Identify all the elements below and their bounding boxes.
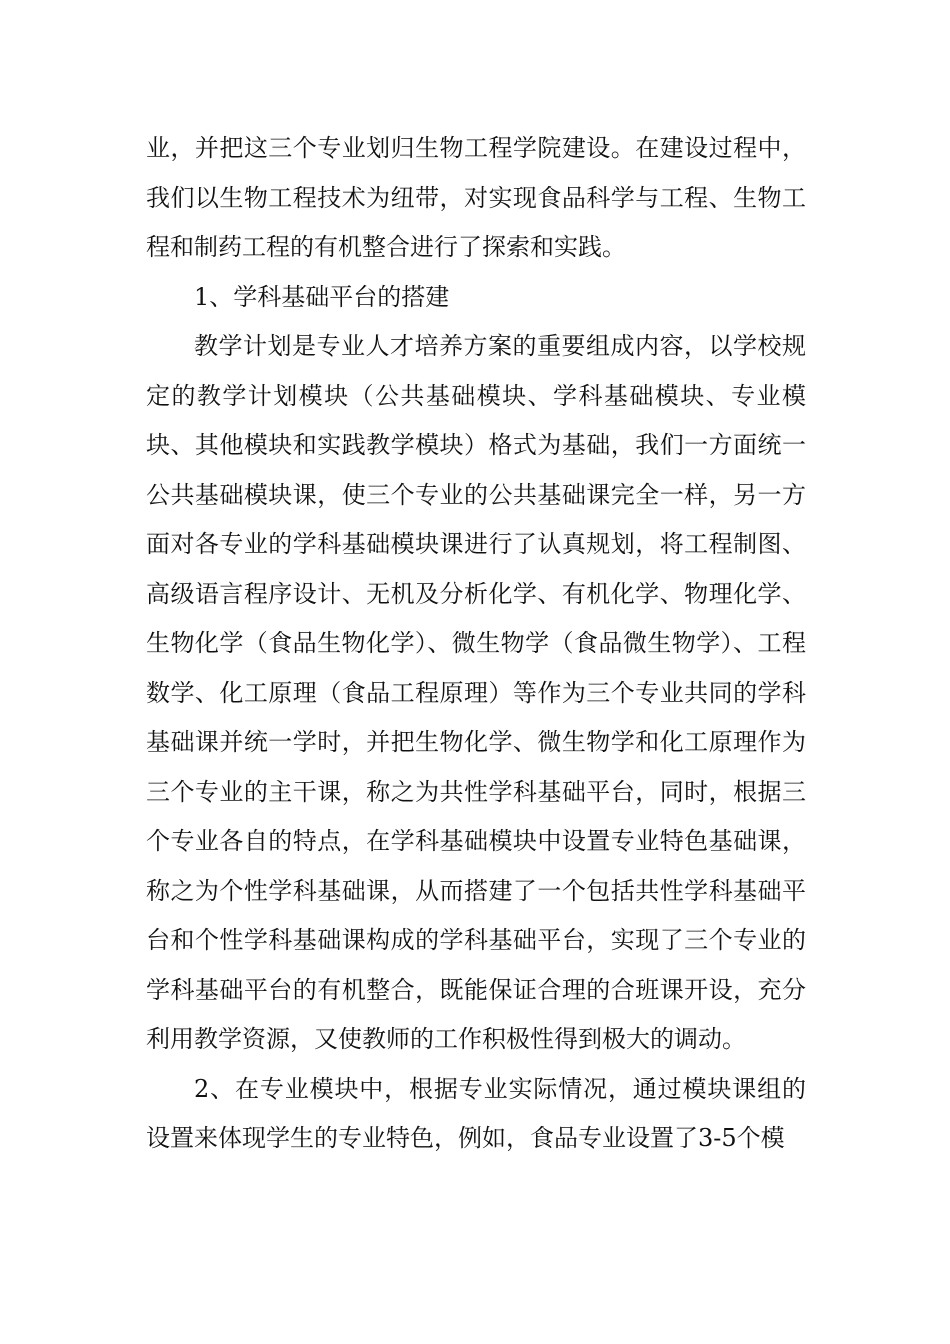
document-body: [146, 124, 806, 1164]
section-heading-2: 2、在专业模块中，根据专业实际情况，通过模块课组的设置来体现学生的专业特色，例如，食品专业设置了3-5个模: [146, 1074, 806, 1152]
section-heading-1: 1、学科基础平台的搭建: [194, 282, 450, 311]
paragraph-teaching-plan: 教学计划是专业人才培养方案的重要组成内容，以学校规定的教学计划模块（公共基础模块、学科基础模块、专业模块、其他模块和实践教学模块）格式为基础，我们一方面统一公共基础模块课，使三个专业的公共基础课完全一样，另一方面对各专业的学科基础模块课进行了认真规划，将工程制图、高级语言程序设计、无机及分析化学、有机化学、物理化学、生物化学（食品生物化学）、微生物学（食品微生物学）、工程数学、化工原理（食品工程原理）等作为三个专业共同的学科基础课并统一学时，并把生物化学、微生物学和化工原理作为三个专业的主干课，称之为共性学科基础平台，同时，根据三个专业各自的特点，在学科基础模块中设置专业特色基础课，称之为个性学科基础课，从而搭建了一个包括共性学科基础平台和个性学科基础课构成的学科基础平台，实现了三个专业的学科基础平台的有机整合，既能保证合理的合班课开设，充分利用教学资源，又使教师的工作积极性得到极大的调动。: [146, 332, 806, 1053]
paragraph-continuation: 业，并把这三个专业划归生物工程学院建设。在建设过程中，我们以生物工程技术为纽带，对实现食品科学与工程、生物工程和制药工程的有机整合进行了探索和实践。: [146, 134, 806, 261]
